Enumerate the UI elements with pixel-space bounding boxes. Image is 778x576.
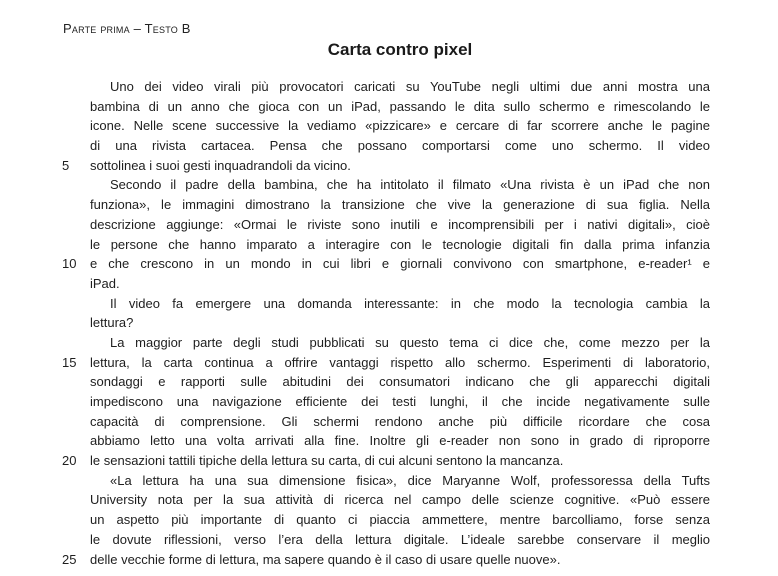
- text-line: [62, 530, 712, 550]
- line-text: le dovute riflessioni, verso l’era della lettura digitale. L’ideale sarebbe conservare il meglio: [90, 531, 710, 547]
- line-number: 5: [62, 157, 70, 173]
- line-number: [62, 77, 90, 97]
- text-line: [62, 215, 712, 235]
- line-text: «La lettura ha una sua dimensione fisica», dice Maryanne Wolf, professoressa della Tufts: [110, 472, 710, 488]
- text-line: [62, 195, 712, 215]
- line-number: [62, 235, 90, 255]
- text-line: [62, 372, 712, 392]
- line-text: La maggior parte degli studi pubblicati su questo tema ci dice che, come mezzo per la: [110, 334, 710, 350]
- text-line: [62, 136, 712, 156]
- line-number: [62, 313, 90, 333]
- line-text: lettura, la carta continua a offrire vantaggi rispetto allo schermo. Esperimenti di laboratorio,: [90, 354, 710, 370]
- text-body: [62, 77, 712, 569]
- line-text: bambina di un anno che gioca con un iPad, passando le dita sullo schermo e rimescolando le: [90, 98, 710, 114]
- text-line: [62, 392, 712, 412]
- line-number: [62, 215, 90, 235]
- text-line: [62, 353, 712, 373]
- text-line: [62, 294, 712, 314]
- line-number: [62, 195, 90, 215]
- text-line: [62, 431, 712, 451]
- text-line: [62, 235, 712, 255]
- line-number: [62, 490, 90, 510]
- line-text: abbiamo letto una volta arrivati alla fine. Inoltre gli e-reader non sono in grado di riproporre: [90, 433, 710, 449]
- text-line: [62, 156, 712, 176]
- line-text: iPad.: [90, 275, 120, 291]
- line-number: [62, 510, 90, 530]
- line-text: sottolinea i suoi gesti inquadrandoli da vicino.: [90, 157, 351, 173]
- line-number: [62, 333, 90, 353]
- line-text: le sensazioni tattili tipiche della lettura su carta, di cui alcuni sentono la mancanza.: [90, 453, 564, 469]
- line-text: impediscono una navigazione efficiente dei testi lunghi, il che incide negativamente sulle: [90, 394, 710, 409]
- line-number: [62, 412, 90, 432]
- text-line: [62, 175, 712, 195]
- document-title: Carta contro pixel: [327, 40, 473, 59]
- text-line: [62, 451, 712, 471]
- line-number: 25: [62, 551, 77, 567]
- text-line: [62, 333, 712, 353]
- line-text: University nota per la sua attività di ricerca nel campo delle scienze cognitive. «Può essere: [90, 492, 710, 508]
- text-line: [62, 471, 712, 491]
- text-line: [62, 116, 712, 136]
- line-text: le persone che hanno imparato a interagire con le tecnologie digitali fin dalla prima infanzia: [90, 236, 710, 252]
- line-number: [62, 431, 90, 451]
- line-number: [62, 392, 90, 412]
- line-number: 15: [62, 354, 77, 370]
- line-number: [62, 471, 90, 491]
- text-line: [62, 490, 712, 510]
- line-text: funziona», le immagini dimostrano la transizione che vive la generazione di sua figlia. Nella: [90, 197, 710, 213]
- line-number: 10: [62, 256, 77, 272]
- line-text: lettura?: [90, 315, 134, 331]
- line-text: Il video fa emergere una domanda interessante: in che modo la tecnologia cambia la: [110, 295, 710, 311]
- line-text: un aspetto più importante di quanto ci piaccia ammettere, mentre barcolliamo, forse senza: [90, 512, 710, 528]
- line-number: 20: [62, 453, 77, 469]
- text-line: [62, 510, 712, 530]
- text-line: [62, 412, 712, 432]
- line-number: [62, 175, 90, 195]
- line-number: [62, 294, 90, 314]
- line-text: descrizione aggiunge: «Ormai le riviste sono inutili e incomprensibili per i nativi digitali», cioè: [90, 216, 710, 232]
- section-label: Parte prima – Testo B: [63, 21, 191, 36]
- text-line: [62, 550, 712, 570]
- text-line: [62, 97, 712, 117]
- text-line: [62, 254, 712, 274]
- line-text: e che crescono in un mondo in cui libri e giornali convivono con smartphone, e-reader¹ e: [90, 256, 710, 272]
- line-text: delle vecchie forme di lettura, ma sapere quando è il caso di usare quelle nuove».: [90, 551, 561, 567]
- line-number: [62, 530, 90, 550]
- text-line: [62, 274, 712, 294]
- line-number: [62, 274, 90, 294]
- line-text: Uno dei video virali più provocatori caricati su YouTube negli ultimi due anni mostra una: [110, 79, 710, 94]
- line-text: di una rivista cartacea. Pensa che possano comportarsi come uno schermo. Il video: [90, 138, 710, 154]
- line-text: icone. Nelle scene successive la vediamo «pizzicare» e cercare di far scorrere anche le pagine: [90, 118, 710, 134]
- line-text: sondaggi e rapporti sulle abitudini dei consumatori indicano che gli apparecchi digitali: [90, 374, 710, 390]
- line-number: [62, 372, 90, 392]
- line-number: [62, 136, 90, 156]
- line-number: [62, 97, 90, 117]
- text-line: [62, 313, 712, 333]
- line-number: [62, 116, 90, 136]
- line-text: Secondo il padre della bambina, che ha intitolato il filmato «Una rivista è un iPad che non: [110, 177, 710, 193]
- line-text: capacità di comprensione. Gli schermi rendono anche più difficile ricordare che cosa: [90, 413, 710, 429]
- text-line: [62, 77, 712, 97]
